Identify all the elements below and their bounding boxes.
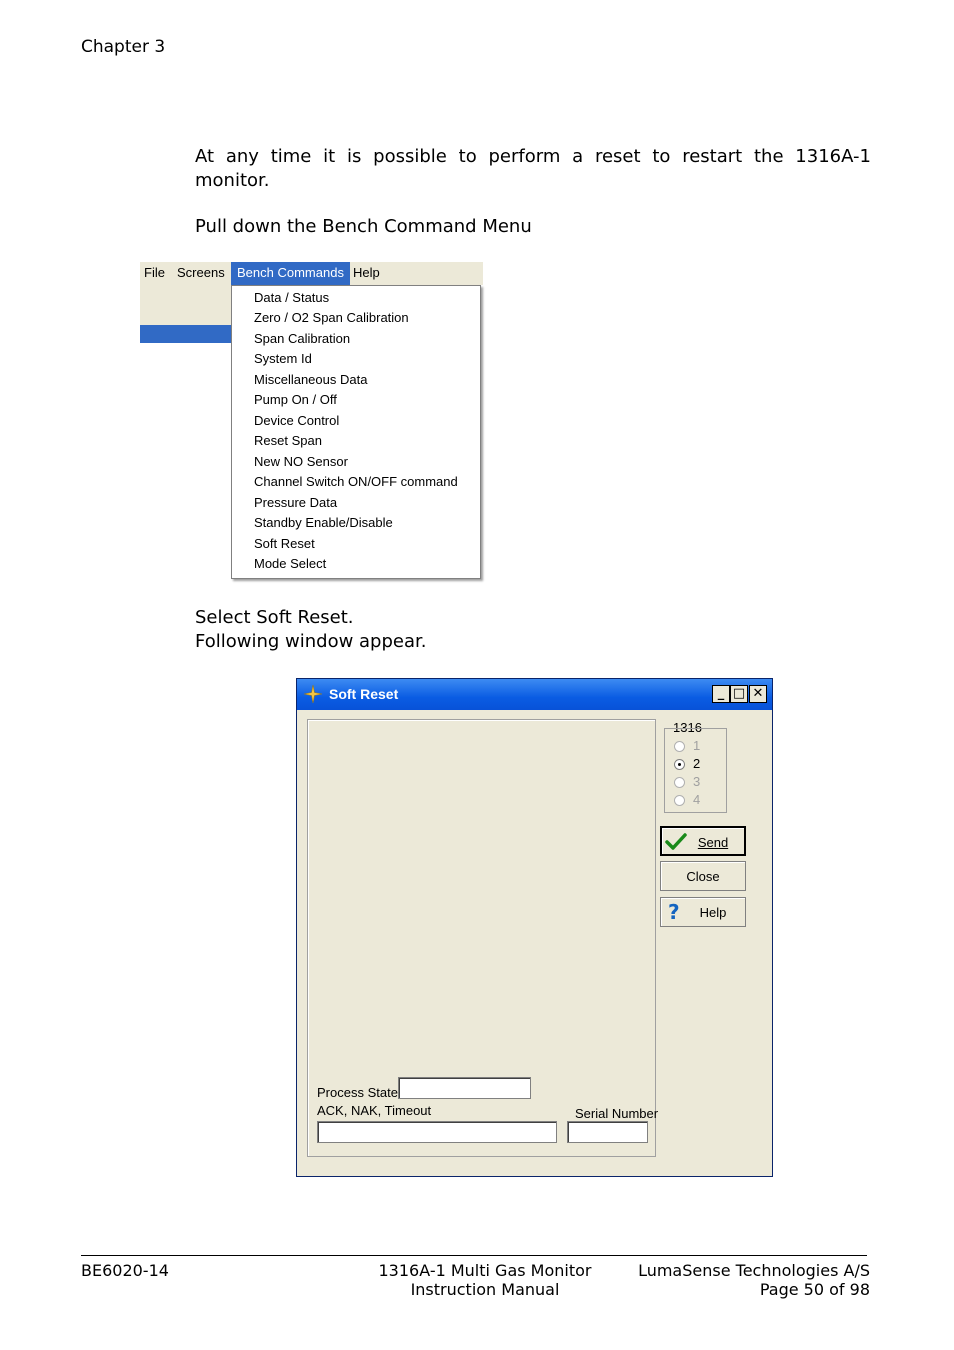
minimize-icon[interactable]: _: [712, 685, 730, 703]
ack-nak-field[interactable]: [317, 1121, 557, 1143]
doc-id: BE6020-14: [81, 1261, 169, 1280]
serial-number-field[interactable]: [567, 1121, 648, 1143]
radio-1[interactable]: [674, 741, 685, 752]
instruction-paragraph: Pull down the Bench Command Menu: [195, 216, 532, 237]
window-background: [140, 285, 232, 325]
radio-3[interactable]: [674, 777, 685, 788]
page-number: Page 50 of 98: [759, 1280, 870, 1299]
question-icon: ?: [668, 900, 680, 924]
company-name: LumaSense Technologies A/S: [638, 1261, 870, 1280]
menu-item-span-calibration[interactable]: Span Calibration: [254, 331, 351, 346]
chapter-header: Chapter 3: [81, 37, 166, 57]
app-icon: [303, 684, 323, 704]
close-label: Close: [686, 869, 720, 884]
menu-item-misc-data[interactable]: Miscellaneous Data: [254, 372, 368, 387]
menu-screens[interactable]: Screens: [177, 265, 225, 280]
menu-item-system-id[interactable]: System Id: [254, 351, 312, 366]
menu-help[interactable]: Help: [353, 265, 380, 280]
help-label: Help: [699, 905, 727, 920]
radio-label-4: 4: [693, 792, 701, 807]
menu-bench-commands[interactable]: Bench Commands: [231, 262, 350, 285]
product-title: 1316A-1 Multi Gas Monitor: [378, 1261, 592, 1280]
close-icon[interactable]: ✕: [749, 685, 767, 703]
maximize-icon[interactable]: □: [730, 685, 748, 703]
status-panel: [307, 719, 659, 1157]
selected-row-strip: [140, 325, 232, 343]
menu-item-pump[interactable]: Pump On / Off: [254, 392, 337, 407]
radio-label-3: 3: [693, 774, 701, 789]
ack-nak-label: ACK, NAK, Timeout: [317, 1103, 432, 1118]
menu-item-mode-select[interactable]: Mode Select: [254, 556, 327, 571]
radio-2[interactable]: [674, 759, 685, 770]
menu-item-data-status[interactable]: Data / Status: [254, 290, 330, 305]
radio-label-2: 2: [693, 756, 701, 771]
soft-reset-dialog: [296, 678, 773, 1177]
process-state-field[interactable]: [398, 1077, 531, 1099]
menu-item-channel-switch[interactable]: Channel Switch ON/OFF command: [254, 474, 458, 489]
checkmark-icon: [665, 832, 687, 860]
menu-item-reset-span[interactable]: Reset Span: [254, 433, 322, 448]
menu-file[interactable]: File: [144, 265, 165, 280]
radio-label-1: 1: [693, 738, 701, 753]
send-label: Send: [697, 835, 729, 850]
title-bar[interactable]: [297, 679, 772, 710]
manual-title: Instruction Manual: [410, 1280, 560, 1299]
menu-item-device-control[interactable]: Device Control: [254, 413, 340, 428]
unit-select-group: [664, 728, 727, 813]
help-button[interactable]: [660, 897, 746, 927]
close-button[interactable]: [660, 861, 746, 891]
radio-4[interactable]: [674, 795, 685, 806]
menu-bar: [140, 262, 483, 285]
menu-item-pressure-data[interactable]: Pressure Data: [254, 495, 338, 510]
intro-paragraph: At any time it is possible to perform a reset to restart the 1316A-1 monitor.: [195, 146, 871, 191]
menu-item-soft-reset[interactable]: Soft Reset: [254, 536, 315, 551]
menu-item-standby[interactable]: Standby Enable/Disable: [254, 515, 393, 530]
process-state-label: Process State: [317, 1085, 398, 1100]
dialog-title: Soft Reset: [329, 686, 399, 702]
bench-commands-dropdown: [231, 285, 481, 579]
select-paragraph: Select Soft Reset.: [195, 607, 354, 628]
menu-item-new-no-sensor[interactable]: New NO Sensor: [254, 454, 348, 469]
following-paragraph: Following window appear.: [195, 631, 427, 652]
menu-item-zero-o2-span[interactable]: Zero / O2 Span Calibration: [254, 310, 409, 325]
group-label-1316: 1316: [673, 720, 702, 735]
send-button[interactable]: [660, 826, 746, 856]
serial-number-label: Serial Number: [575, 1106, 659, 1121]
footer-rule: [81, 1255, 867, 1256]
